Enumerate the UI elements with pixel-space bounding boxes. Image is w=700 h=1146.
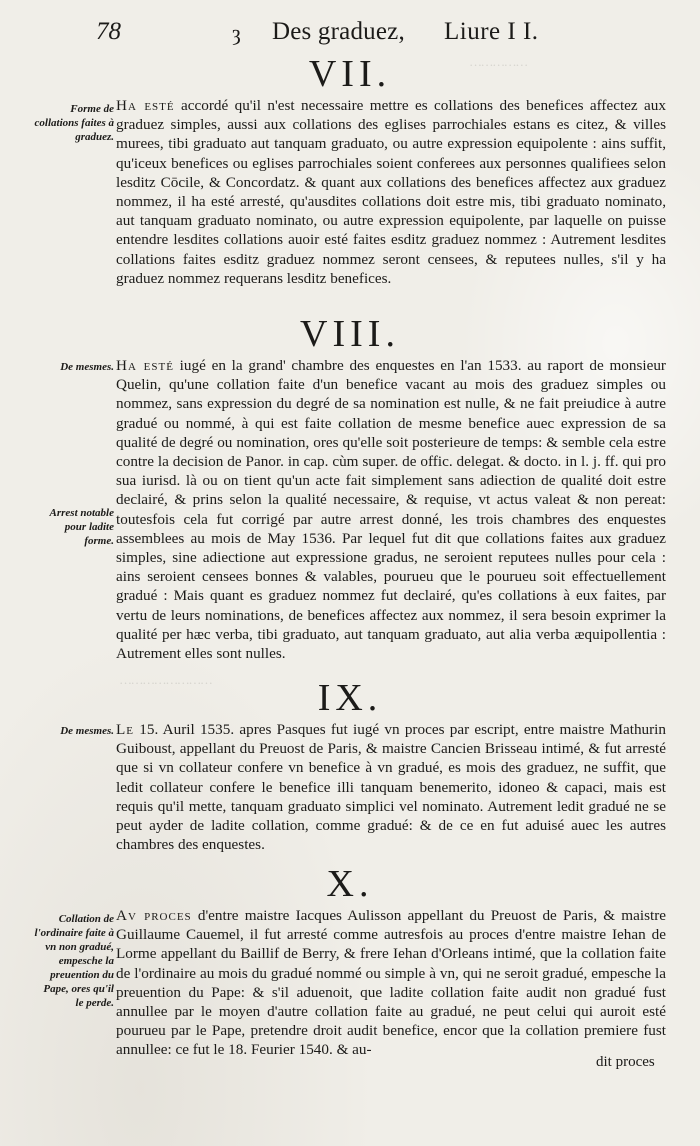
- margin-note: Arrest notable pour ladite forme.: [49, 507, 114, 547]
- catchword: dit proces: [596, 1054, 655, 1070]
- section-lead: Le: [116, 721, 134, 738]
- margin-note: Collation de l'ordinaire faite à vn non gradué, empesche la preuention du Pape, ores qu'il le perde.: [34, 913, 114, 1009]
- margin-note: Forme de collations faites à graduez.: [34, 103, 114, 143]
- section-heading: X.: [326, 863, 374, 905]
- margin-note: De mesmes.: [60, 361, 114, 373]
- section-body: d'entre maistre Iacques Aulisson appellant du Preuost de Paris, & maistre Guillaume Cauemel, il fut arresté comme autresfois au proces d'entre maistre Iehan de Lorme appellant du Baillif de Berry, & frere Iehan d'Orleans intimé, que la collation faite de l'ordinaire au mois du gradué nommé ou simple à vn, qui ne seroit gradué, empesche la preuention du Pape: & s'il aduenoit, que ladite collation faite audit non gradué fust annullee par le moyen d'autre collation faite au gradué, ne peut celui qui auroit esté pourueu par le Pape, pretendre droit audit benefice, encor que la collation premiere fust annullee: ce fut le 18. Feurier 1540. & au-: [116, 907, 667, 1059]
- bleed-through-text: ……………………: [120, 672, 213, 687]
- section-lead: Ha esté: [116, 357, 174, 374]
- section-lead: Ha esté: [116, 97, 175, 114]
- section-body: iugé en la grand' chambre des enquestes en l'an 1533. au raport de monsieur Quelin, qu'une collation faite d'un benefice vacant au mois des graduez simples ou nommez, sans expression du degré de sa nomination est nulle, & ne fait preiudice à autre gradué ou nommé, à qui est faite collation de mesme benefice auec expression de sa qualité de degré ou nomination, ores qu'elle soit posterieure de temps: & semble cela estre contre la decision de Panor. in cap. cùm super. de offic. delegat. & docto. in l. j. ff. qui pro sua iurisd. là ou on tient qu'un acte fait simplement sans adiection de qualité doit estre declairé, & prins selon la qualité necessaire, & requise, vt actus valeat & non pereat: toutesfois cela fut corrigé par autre arrest donné, les trois chambres des enquestes assemblees au mois de May 1536. Par lequel fut dit que collations faites aux graduez simples, sine adiectione aut expressione gradus, ne seroient reputees nulles pour cela : ains seroient censees bonnes & valables, pourueu que le pourueu soit effectuellement gradué : Mais quant es graduez nommez fut declairé, qu'es collations à eux faites, par vertu de leurs nominations, de benefices affectez aux nommez, il sera besoin exprimer la qualité per hæc verba, tibi graduato, aut tanquam graduato, aut alia verba æquipollentia : Autrement elles sont nulles.: [116, 357, 666, 663]
- section-heading: VII.: [308, 53, 392, 95]
- page-number: 78: [96, 18, 121, 45]
- header-mark: ȝ: [232, 20, 241, 45]
- running-title: Des graduez,: [272, 18, 405, 45]
- section-text: [116, 906, 666, 1060]
- bleed-through-text: ……………: [470, 54, 528, 69]
- section-body: accordé qu'il n'est necessaire mettre es collations des benefices affectez aux graduez simples, aussi aux collations des eglises parrochiales estans es citez, & villes murees, tibi graduato aut tanquam graduato, ou autre expression equipolente : ains suffit, qu'iceux benefices ou eglises parrochiales soient conferees aux personnes qualifiees selon lesditz Cōcile, & Concordatz. & quant aux collations des benefices affectez aux graduez nommez, il ha esté arresté, qu'ausdites collations doit estre mis, tibi graduato nominato, aut tanquam graduato nominato, ou autre expression equipolente, par laquelle on puisse entendre lesdites collations auoir esté faites esditz graduez nommez : Autrement lesdites collations faites esditz graduez nommez seront censees, & reputees nulles, s'il y ha graduez nommez requerans lesditz benefices.: [116, 97, 666, 287]
- section-text: [116, 720, 666, 854]
- margin-note: De mesmes.: [60, 725, 114, 737]
- running-book: Liure I I.: [444, 18, 539, 45]
- section-lead: Av proces: [116, 907, 192, 924]
- section-body: 15. Auril 1535. apres Pasques fut iugé vn proces par escript, entre maistre Mathurin Guiboust, appellant du Preuost de Paris, & maistre Cancien Brisseau intimé, & fut arresté que si vn collateur confere vn benefice à vn gradué, es mois des graduez, ne suffit, que ledit collateur confere le benefice illi tanquam benemerito, idoneo & capaci, mais est requis qu'il mette, tanquam graduato simplici vel nominato. Autrement ledit gradué ne se peut ayder de ladite collation, comme gradué: & de ce en fut aduisé auec les autres chambres des enquestes.: [116, 721, 666, 854]
- running-header: [0, 18, 700, 52]
- section-text: [116, 96, 666, 288]
- section-heading: VIII.: [300, 313, 400, 355]
- section-heading: IX.: [317, 677, 383, 719]
- section-text: [116, 356, 666, 663]
